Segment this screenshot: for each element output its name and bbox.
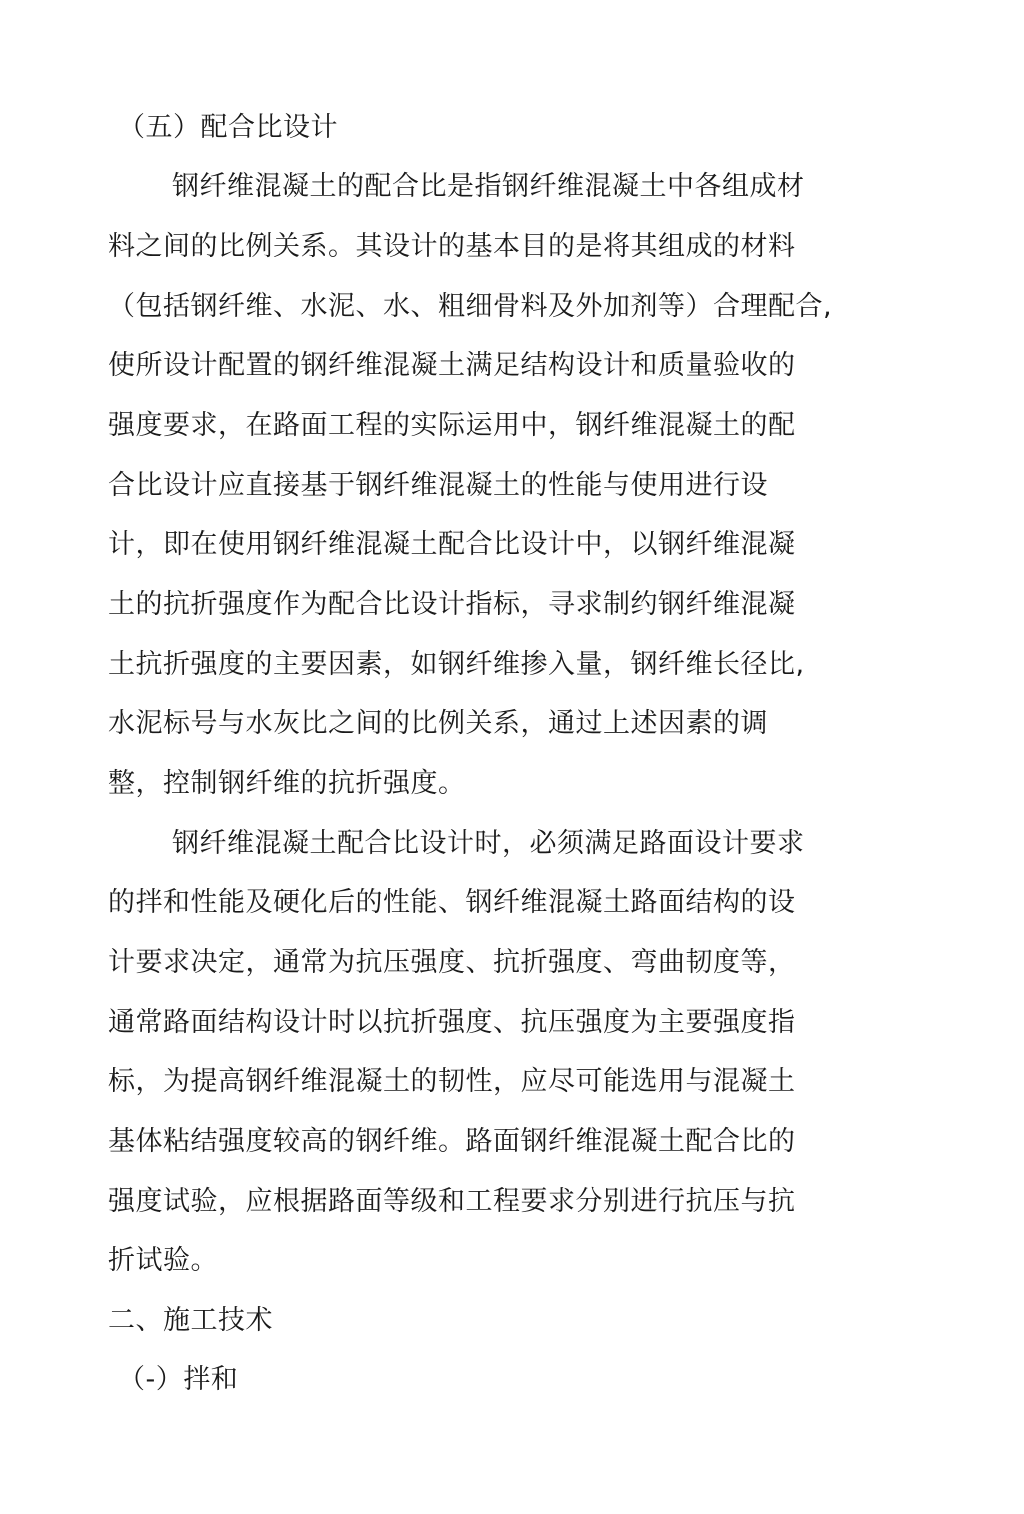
paragraph-line: 使所设计配置的钢纤维混凝土满足结构设计和质量验收的 [108, 350, 796, 381]
paragraph-line: 钢纤维混凝土的配合比是指钢纤维混凝土中各组成材 [172, 171, 805, 202]
paragraph-line: 基体粘结强度较高的钢纤维。路面钢纤维混凝土配合比的 [108, 1126, 796, 1157]
paragraph-line: 钢纤维混凝土配合比设计时，必须满足路面设计要求 [172, 828, 805, 859]
paragraph-line: 计，即在使用钢纤维混凝土配合比设计中，以钢纤维混凝 [108, 529, 796, 560]
heading-mix-design: （五）配合比设计 [118, 112, 338, 143]
paragraph-line: 通常路面结构设计时以抗折强度、抗压强度为主要强度指 [108, 1007, 796, 1038]
paragraph-line: 整，控制钢纤维的抗折强度。 [108, 768, 466, 799]
paragraph-line: 料之间的比例关系。其设计的基本目的是将其组成的材料 [108, 231, 796, 262]
paragraph-line: 合比设计应直接基于钢纤维混凝土的性能与使用进行设 [108, 470, 768, 501]
paragraph-line: 水泥标号与水灰比之间的比例关系，通过上述因素的调 [108, 708, 768, 739]
paragraph-line: 标，为提高钢纤维混凝土的韧性，应尽可能选用与混凝土 [108, 1066, 796, 1097]
subheading-mixing: （-）拌和 [118, 1364, 239, 1395]
paragraph-line: 的拌和性能及硬化后的性能、钢纤维混凝土路面结构的设 [108, 887, 796, 918]
paragraph-line: 强度要求，在路面工程的实际运用中，钢纤维混凝土的配 [108, 410, 796, 441]
paragraph-line: 强度试验，应根据路面等级和工程要求分别进行抗压与抗 [108, 1186, 796, 1217]
section-heading-construction: 二、施工技术 [108, 1305, 273, 1336]
paragraph-line: （包括钢纤维、水泥、水、粗细骨料及外加剂等）合理配合, [108, 291, 833, 322]
paragraph-line: 土抗折强度的主要因素，如钢纤维掺入量，钢纤维长径比, [108, 649, 805, 680]
paragraph-line: 土的抗折强度作为配合比设计指标，寻求制约钢纤维混凝 [108, 589, 796, 620]
paragraph-line: 计要求决定，通常为抗压强度、抗折强度、弯曲韧度等， [108, 947, 796, 978]
paragraph-line: 折试验。 [108, 1245, 218, 1276]
